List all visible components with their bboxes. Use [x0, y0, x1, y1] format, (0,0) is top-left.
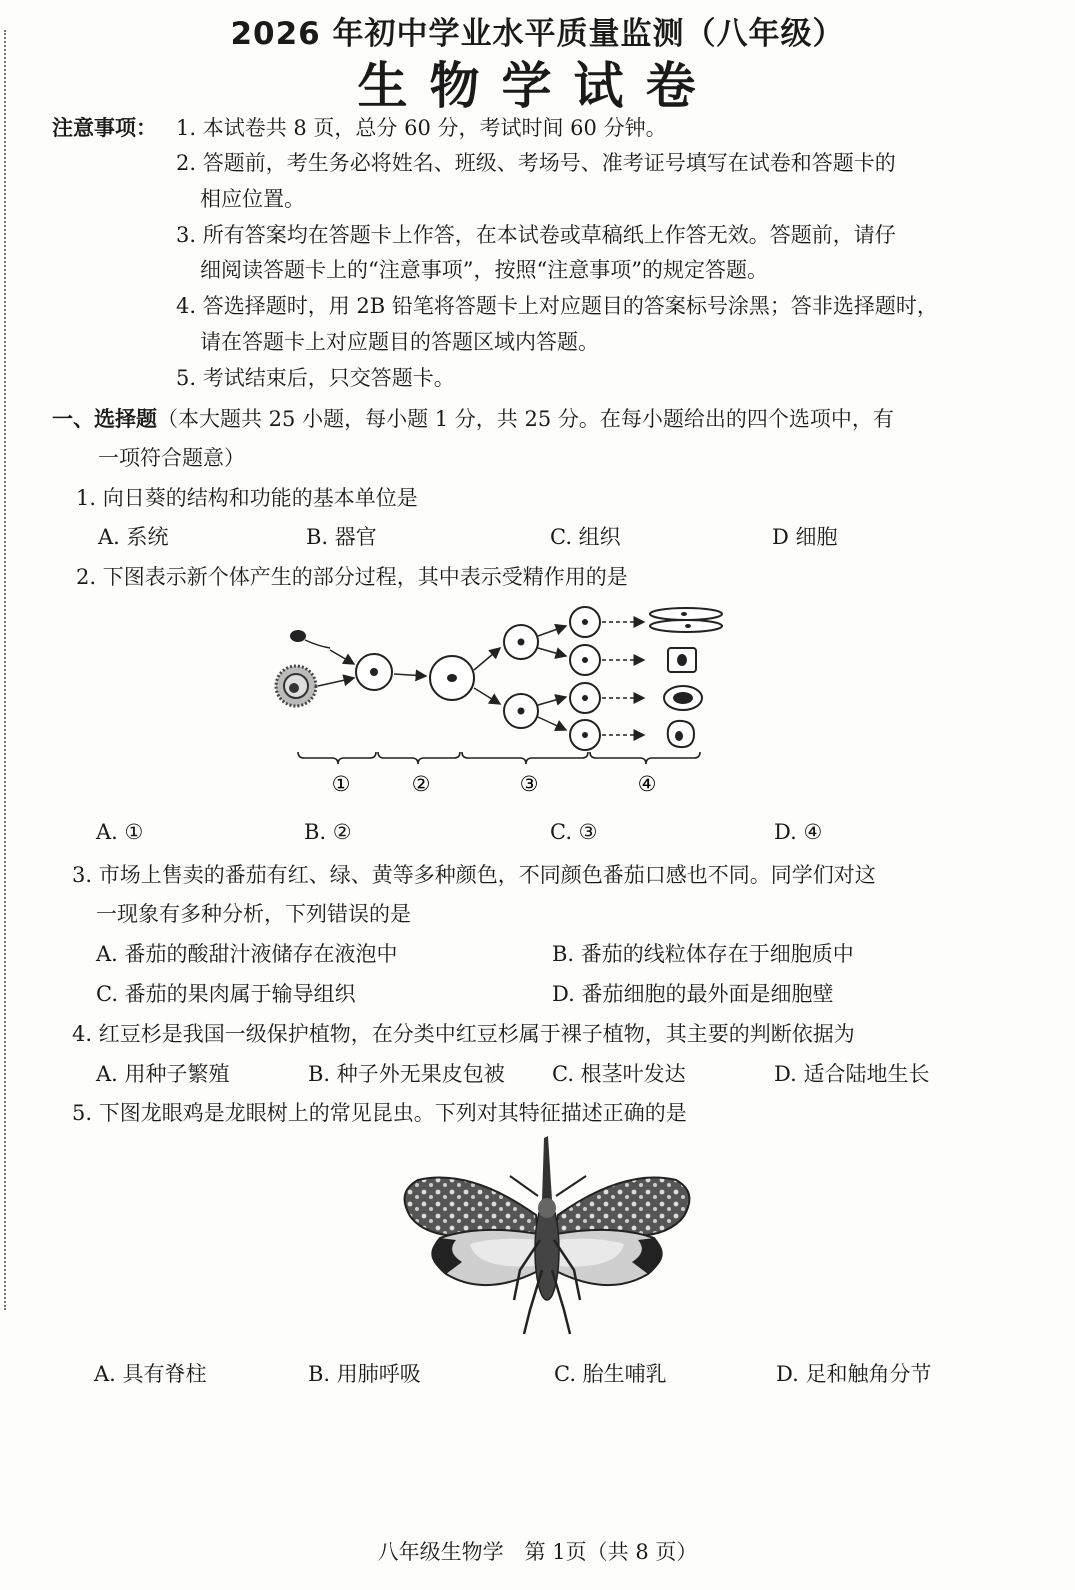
q5-stem: 5. 下图龙眼鸡是龙眼树上的常见昆虫。下列对其特征描述正确的是	[72, 1101, 687, 1125]
notice-item-4-cont: 请在答题卡上对应题目的答题区域内答题。	[200, 330, 599, 354]
stage-label-4: ④	[637, 772, 657, 796]
q5-option-a: A. 具有脊柱	[94, 1362, 207, 1386]
notice-item-2: 2. 答题前，考生务必将姓名、班级、考场号、准考证号填写在试卷和答题卡的	[176, 151, 896, 175]
q3-option-c: C. 番茄的果肉属于输导组织	[96, 982, 356, 1006]
section1-desc-cont: 一项符合题意）	[98, 446, 245, 470]
insect-head	[538, 1198, 556, 1218]
q4-option-b: B. 种子外无果皮包被	[308, 1062, 505, 1086]
q3-stem: 3. 市场上售卖的番茄有红、绿、黄等多种颜色，不同颜色番茄口感也不同。同学们对这	[72, 863, 876, 887]
q5-option-c: C. 胎生哺乳	[554, 1362, 667, 1386]
q3-option-b: B. 番茄的线粒体存在于细胞质中	[552, 942, 854, 966]
notice-item-5: 5. 考试结束后，只交答题卡。	[176, 366, 455, 390]
stage-label-3: ③	[519, 772, 539, 796]
left-forewing	[405, 1178, 538, 1237]
q1-option-a: A. 系统	[98, 525, 169, 549]
notice-item-1: 1. 本试卷共 8 页，总分 60 分，考试时间 60 分钟。	[176, 116, 667, 140]
q5-option-b: B. 用肺呼吸	[308, 1362, 421, 1386]
stage-label-1: ①	[331, 772, 351, 796]
q5-option-d: D. 足和触角分节	[776, 1362, 932, 1386]
q1-option-d: D 细胞	[772, 525, 838, 549]
q2-option-b: B. ②	[304, 820, 352, 844]
q4-option-d: D. 适合陆地生长	[774, 1062, 930, 1086]
insect-leg	[552, 1270, 570, 1334]
q3-option-a: A. 番茄的酸甜汁液储存在液泡中	[96, 942, 398, 966]
q2-option-c: C. ③	[550, 820, 598, 844]
notice-label: 注意事项：	[52, 116, 157, 140]
q4-stem: 4. 红豆杉是我国一级保护植物，在分类中红豆杉属于裸子植物，其主要的判断依据为	[72, 1022, 855, 1046]
right-forewing	[556, 1178, 689, 1237]
notice-item-3-cont: 细阅读答题卡上的“注意事项”，按照“注意事项”的规定答题。	[200, 258, 768, 282]
notice-item-4: 4. 答选择题时，用 2B 铅笔将答题卡上对应题目的答案标号涂黑；答非选择题时，	[176, 294, 938, 318]
antenna	[556, 1176, 586, 1196]
insect-leg	[524, 1270, 542, 1334]
q3-stem-cont: 一现象有多种分析，下列错误的是	[96, 902, 411, 926]
section1-heading: 一、选择题	[52, 407, 157, 431]
section1-desc: （本大题共 25 小题，每小题 1 分，共 25 分。在每小题给出的四个选项中，有	[157, 407, 894, 431]
q1-option-b: B. 器官	[306, 525, 377, 549]
q2-stem: 2. 下图表示新个体产生的部分过程，其中表示受精作用的是	[76, 565, 628, 589]
q1-option-c: C. 组织	[550, 525, 621, 549]
stage-label-2: ②	[411, 772, 431, 796]
notice-item-3: 3. 所有答案均在答题卡上作答，在本试卷或草稿纸上作答无效。答题前，请仔	[176, 223, 896, 247]
antenna	[510, 1176, 538, 1196]
q3-option-d: D. 番茄细胞的最外面是细胞壁	[552, 982, 834, 1006]
q2-option-d: D. ④	[774, 820, 823, 844]
page-footer: 八年级生物学 第 1页（共 8 页）	[377, 1540, 698, 1564]
exam-subtitle: 生物学试卷	[357, 57, 718, 115]
head-process	[542, 1136, 552, 1200]
q4-option-a: A. 用种子繁殖	[96, 1062, 230, 1086]
q4-option-c: C. 根茎叶发达	[552, 1062, 686, 1086]
notice-item-2-cont: 相应位置。	[200, 187, 305, 211]
exam-title: 2026 年初中学业水平质量监测（八年级）	[230, 16, 845, 52]
q1-stem: 1. 向日葵的结构和功能的基本单位是	[76, 486, 418, 510]
q2-option-a: A. ①	[96, 820, 144, 844]
